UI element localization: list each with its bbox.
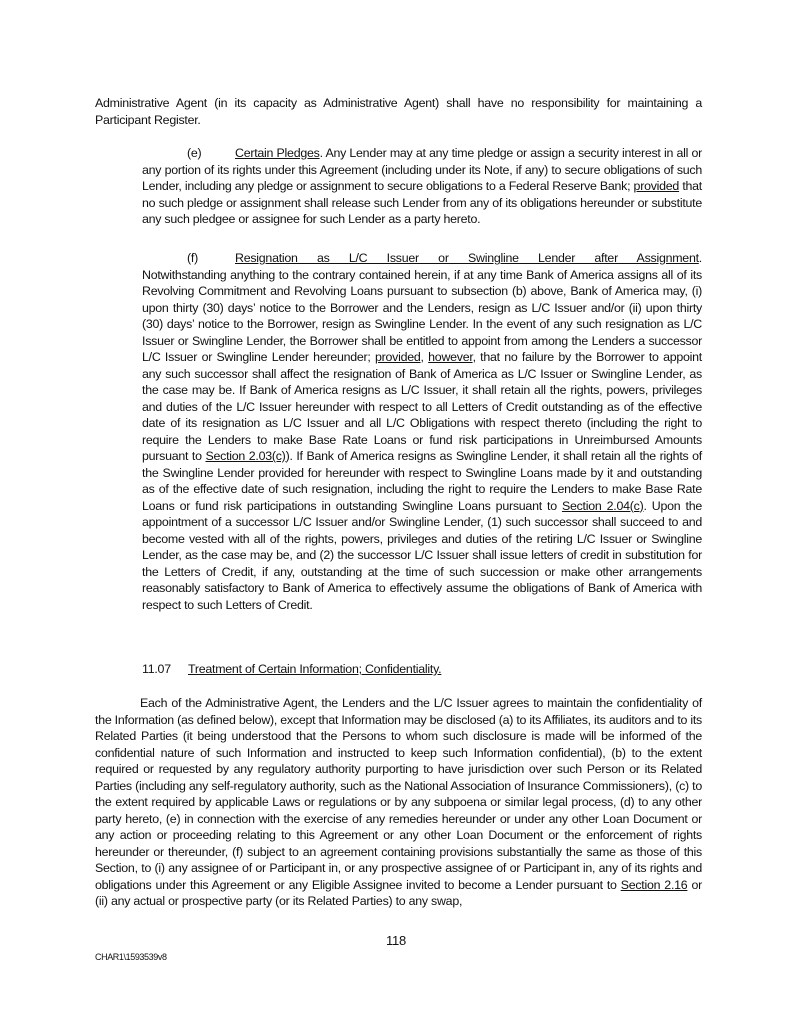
section-heading-11-07: [142, 661, 441, 678]
section-number: 11.07: [142, 662, 171, 676]
section-text: ,: [420, 350, 429, 364]
page-number: 118: [386, 933, 406, 948]
however-term: however: [428, 350, 473, 364]
provided-term: provided: [375, 350, 421, 364]
paragraph-participant-register: [95, 95, 702, 128]
section-text: Each of the Administrative Agent, the Lenders and the L/C Issuer agrees to maintain the confidentiality of the Information (as defined below), except that Information may be disclosed (a) to its Affiliates, its auditors and to its Related Parties (it being understood that the Persons to whom such disclosure is made will be informed of the confidential nature of such Information and instructed to keep such Information confidential), (b) to the extent required or requested by any regulatory authority purporting to have jurisdiction over such Person or its Related Parties (including any self-regulatory authority, such as the National Association of Insurance Commissioners), (c) to the extent required by applicable Laws or regulations or by any subpoena or similar legal process, (d) to any other party hereto, (e) in connection with the exercise of any remedies hereunder or under any other Loan Document or any action or proceeding relating to this Agreement or any other Loan Document or the enforcement of rights hereunder or thereunder, (f) subject to an agreement containing provisions substantially the same as those of this Section, to (i) any assignee of or Participant in, or any prospective assignee of or Participant in, any of its rights and obligations under this Agreement or any Eligible Assignee invited to become a Lender pursuant to: [95, 696, 702, 892]
section-text: , that no failure by the Borrower to appoint any such successor shall affect the resignation of Bank of America as L/C Issuer or Swingline Lender, as the case may be. If Bank of America resigns as L/C Issuer, it shall retain all the rights, powers, privileges and duties of the L/C Issuer hereunder with respect to all Letters of Credit outstanding as of the effective date of its resignation as L/C Issuer and all L/C Obligations with respect thereto (including the right to require the Lenders to make Base Rate Loans or fund risk participations in Unreimbursed Amounts pursuant to: [142, 350, 702, 463]
section-title: Treatment of Certain Information; Confidentiality.: [188, 662, 442, 676]
document-id: CHAR1\1593539v8: [95, 952, 167, 962]
provided-term: provided: [633, 179, 680, 193]
section-text: . Notwithstanding anything to the contrary contained herein, if at any time Bank of America assigns all of its Revolving Commitment and Revolving Loans pursuant to subsection (b) above, Bank of America may, (i) upon thirty (30) days’ notice to the Borrower and the Lenders, resign as L/C Issuer and/or (ii) upon thirty (30) days’ notice to the Borrower, resign as Swingline Lender. In the event of any such resignation as L/C Issuer or Swingline Lender, the Borrower shall be entitled to appoint from among the Lenders a successor L/C Issuer or Swingline Lender hereunder;: [142, 251, 702, 364]
section-reference: Section 2.03(c): [205, 449, 286, 463]
section-label: (f): [187, 251, 198, 265]
section-title: Certain Pledges: [235, 146, 320, 160]
section-reference: Section 2.04(c): [561, 498, 644, 513]
section-title: Resignation as L/C Issuer or Swingline Lender after Assignment: [235, 251, 699, 265]
section-text: . Any Lender may at any time pledge or assign a security interest in all or any portion of its rights under this Agreement (including under its Note, if any) to secure obligations of such Lender, including any pledge or assignment to secure obligations to a Federal Reserve Bank;: [142, 146, 702, 193]
section-11-07-body: [95, 695, 702, 910]
section-reference: Section 2.16: [620, 877, 688, 892]
section-text: or (ii) any actual or prospective party (or its Related Parties) to any swap,: [95, 877, 702, 908]
section-text: that no such pledge or assignment shall release such Lender from any of its obligations hereunder or substitute any such pledgee or assignee for such Lender as a party hereto.: [142, 179, 702, 226]
section-text: ). If Bank of America resigns as Swingline Lender, it shall retain all the rights of the Swingline Lender provided for hereunder with respect to Swingline Loans made by it and outstanding as of the effective date of such resignation, including the right to require the Lenders to make Base Rate Loans or fund risk participations in outstanding Swingline Loans pursuant to: [142, 449, 702, 513]
section-f-resignation: [142, 250, 702, 613]
section-e-certain-pledges: [142, 145, 702, 228]
section-text: . Upon the appointment of a successor L/C Issuer and/or Swingline Lender, (1) such successor shall succeed to and become vested with all of the rights, powers, privileges and duties of the retiring L/C Issuer or Swingline Lender, as the case may be, and (2) the successor L/C Issuer shall issue letters of credit in substitution for the Letters of Credit, if any, outstanding at the time of such succession or make other arrangements reasonably satisfactory to Bank of America to effectively assume the obligations of Bank of America with respect to such Letters of Credit.: [142, 498, 702, 612]
section-label: (e): [187, 146, 202, 160]
paragraph-text: Administrative Agent (in its capacity as Administrative Agent) shall have no responsibility for maintaining a Participant Register.: [95, 96, 702, 127]
